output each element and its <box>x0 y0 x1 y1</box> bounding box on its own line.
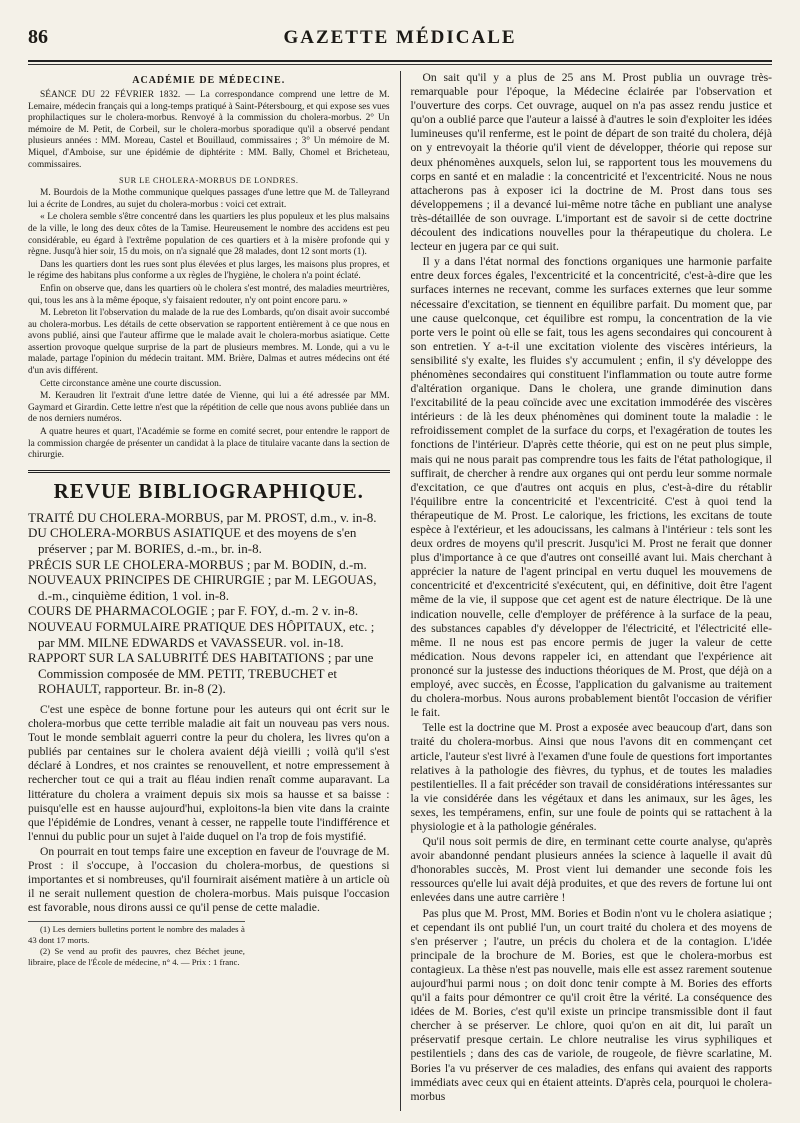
right-column <box>400 71 773 1111</box>
footnote: (2) Se vend au profit des pauvres, chez Béchet jeune, libraire, place de l'École de médecine, n° 4. — Prix : 1 franc. <box>28 946 245 967</box>
two-column-body <box>28 71 772 1111</box>
revue-body <box>28 703 390 915</box>
academie-title: ACADÉMIE DE MÉDECINE. <box>132 75 286 86</box>
journal-title: GAZETTE MÉDICALE <box>283 27 517 48</box>
bibliography-list <box>28 510 390 697</box>
bibliography-entry: TRAITÉ DU CHOLERA-MORBUS, par M. PROST, d.m., v. in-8. <box>28 509 377 525</box>
page-number: 86 <box>28 26 48 48</box>
footnote: (1) Les derniers bulletins portent le nombre des malades à 43 dont 17 morts. <box>28 924 245 945</box>
bibliography-entry: COURS DE PHARMACOLOGIE ; par F. FOY, d.-m. 2 v. in-8. <box>28 603 359 619</box>
bibliography-entry: PRÉCIS SUR LE CHOLERA-MORBUS ; par M. BODIN, d.-m. <box>28 556 367 572</box>
london-subsection-title: SUR LE CHOLERA-MORBUS DE LONDRES. <box>119 176 299 186</box>
academie-section <box>28 90 390 462</box>
right-paragraph: On sait qu'il y a plus de 25 ans M. Prost publia un ouvrage très-remarquable pour l'époque, la Médecine éclairée par l'observation et l'ouverture des corps. Cet ouvrage, auquel on n'a pas assez rendu justice et qu'on a oublié parce que l'auteur a laissé à d'autres le soin d'exploiter les idées lumineuses qu'il renferme, est le point de départ de son traité du cholera, déjà on y entrevoyait la théorie qu'il vient de développer, théorie qui repose sur deux phénomènes auxquels, selon lui, se rapportent tous les mouvemens du corps en santé et en maladie : la concentricité et l'excentricité. Nous ne nous attacherons pas à exposer ici la doctrine de M. Prost dans tous ses développemens ; il a devancé lui-même notre tâche en publiant une analyse très-détaillée de son ouvrage. L'important est de savoir si de cette doctrine découlent des indications nouvelles pour la thérapeutique du cholera. Le lecteur en jugera par ce qui suit. <box>410 71 772 254</box>
academie-paragraph: Dans les quartiers dont les rues sont plus élevées et plus larges, les maisons plus propres, et le régime des habitans plus conforme a ux règles de l'hygiène, le cholera n'a point éclaté. <box>28 259 390 282</box>
academie-paragraph: « Le cholera semble s'être concentré dans les quartiers les plus populeux et les plus malsains de la ville, le long des deux côtes de la Tamise. Heureusement le nombre des accidens est peu considérable, eu égard à l'extrême population de ces quartiers et à la misère profonde qui y règne. Jusqu'à hier soir, 15 du mois, on n'a signalé que 28 malades, dont 12 sont morts (1). <box>28 212 390 258</box>
page-header <box>28 26 772 56</box>
footnotes <box>28 921 245 967</box>
header-rule <box>28 60 772 62</box>
revue-paragraph: C'est une espèce de bonne fortune pour les auteurs qui ont écrit sur le cholera-morbus que cette terrible maladie ait fait un nouveau pas vers nous. Tout le monde semblait aguerri contre la peur du cholera, les livres qu'on a publiés par centaines sur le cholera avaient déjà vieilli ; voilà qu'il s'est déclaré à Londres, et nos craintes se renouvellent, et notre empressement à rechercher tout ce qui a trait au fléau indien renaît comme auparavant. La littérature du cholera a vraiment depuis six mois sa hausse et sa baisse : puisqu'elle est en hausse aujourd'hui, exploitons-la bien vite dans la crainte que l'épidémie de Londres, venant à cesser, ne rappelle toute l'indifférence et l'ennui du public pour un sujet à l'aide duquel on l'a trop de fois mystifié. <box>28 702 390 843</box>
revue-title: REVUE BIBLIOGRAPHIQUE. <box>53 478 364 503</box>
header-rule-thin <box>28 64 772 65</box>
left-column <box>28 71 400 1111</box>
academie-paragraph: M. Keraudren lit l'extrait d'une lettre datée de Vienne, qui lui a été adressée par MM. Gaymard et Girardin. Cette lettre n'est que la répétition de celle que nous avons publiée dans un de nos derniers numéros. <box>28 391 390 425</box>
bibliography-entry: NOUVEAUX PRINCIPES DE CHIRURGIE ; par M. LEGOUAS, d.-m., cinquième édition, 1 vol. in-8. <box>28 572 377 603</box>
bibliography-entry: DU CHOLERA-MORBUS ASIATIQUE et des moyens de s'en préserver ; par M. BORIES, d.-m., br. in-8. <box>28 525 357 556</box>
seance-paragraph: SÉANCE DU 22 FÉVRIER 1832. — La correspondance comprend une lettre de M. Lemaire, médecin français qui a long-temps pratiqué à Saint-Pétersbourg, et qui expose ses vues prophilactiques sur le cholera-morbus. Renvoyé à la commission du cholera-morbus. 2° Un mémoire de M. Petit, de Corbeil, sur le cholera-morbus sporadique qu'il a observé pendant plusieurs années : MM. Moreau, Castel et Bouillaud, commissaires ; 3° Un mémoire de M. Miquel, d'Amboise, sur une épidémie de diphtérite : MM. Bally, Chomel et Bricheteau, commissaires. <box>28 90 390 170</box>
academie-paragraph: M. Bourdois de la Mothe communique quelques passages d'une lettre que M. de Talleyrand lui a écrite de Londres, au sujet du cholera-morbus : voici cet extrait. <box>28 188 390 210</box>
academie-paragraph: Enfin on observe que, dans les quartiers où le cholera s'est montré, des maladies meurtrières, qui, tous les ans à la même époque, s'y faisaient redouter, n'y ont point encore paru. » <box>28 283 390 306</box>
right-paragraph: Qu'il nous soit permis de dire, en terminant cette courte analyse, qu'après avoir abandonné pendant plusieurs années la science à laquelle il avait dû d'honorables succès, M. Prost vient lui demander une seconde fois les ressources qu'elle lui avait déjà produites, et que des revers de fortune lui ont enlevées dans une autre carrière ! <box>410 835 772 905</box>
academie-paragraph: M. Lebreton lit l'observation du malade de la rue des Lombards, qu'on disait avoir succombé au cholera-morbus. Les détails de cette observation se rapportent entièrement à ce que nous en avons publié, ainsi que l'auteur affirme que le malade avait le cholera-morbus asiatique. Cette assertion provoque quelque surprise de la part de plusieurs membres. M. Londe, qui a vu le malade, partage l'opinion du médecin traitant. MM. Brière, Dalmas et autres médecins ont été d'un avis différent. <box>28 308 390 377</box>
revue-paragraph: On pourrait en tout temps faire une exception en faveur de l'ouvrage de M. Prost : il s'occupe, à l'occasion du cholera-morbus, de questions si importantes et si nombreuses, qu'il fournirait aisément matière à un article où il ne serait nullement question de cholera-morbus. Mais puisque l'occasion est favorable, nous dirons aussi ce qu'il pense de cette maladie. <box>28 844 390 915</box>
bibliography-entry: RAPPORT SUR LA SALUBRITÉ DES HABITATIONS ; par une Commission composée de MM. PETIT, TREBUCHET et ROHAULT, rapporteur. Br. in-8 (2). <box>28 650 374 697</box>
right-paragraph: Il y a dans l'état normal des fonctions organiques une harmonie parfaite entre deux forces égales, l'excentricité et la concentricité, c'est-à-dire que les surfaces internes ne recevant, comme les surfaces externes que leur somme nécessaire d'excitation, se tiennent en équilibre parfait. Du moment que, par une cause quelconque, cet équilibre est rompu, la concentration de la vie porte vers le point où elle se fait, tous les agens secondaires qui concourent à son entretien. Y a-t-il une excitation violente des viscères intérieurs, la sensibilité s'y exalte, les fluides s'y accumulent ; enfin, il s'y développe des phénomènes secondaires qui constituent l'inflammation ou toute autre forme d'altération organique. Dans le cholera, une grande diminution dans l'excitabilité de la peau coïncide avec une excitation immodérée des viscères intérieurs : de là les deux phénomènes qui dominent toute la maladie : le refroidissement complet de la surface du corps, et l'exagération de toutes les fonctions de l'intérieur. D'après cette théorie, qui est on ne peut plus simple, mais qui ne nous parait pas comprendre tous les faits de l'état pathologique, il suffirait, de chercher à rendre aux organes qui ont perdu leur somme normale d'excitation, ce que d'autres ont acquis en plus, c'est-à-dire du rétablir l'équilibre entre la concentricité et l'excentricité. C'est à quoi tend la thérapeutique de M. Prost. Le calorique, les frictions, les excitans de toute espèce à l'extérieur, et les adoucissans, les calmans à l'intérieur : tels sont les deux ordres de moyens qu'il prescrit. Jusqu'ici M. Prost ne ferait que donner plus d'importance à ce que d'autres ont conseillé avant lui. Mais cherchant à apprécier la nature de l'agent principal en vertu duquel les mouvemens de concentricité et d'excentricité s'exécutent, qui, en définitive, doit être l'agent même de la vie, il suppose que cet agent est de nature électrique. De là une indication nouvelle, celle d'employer de préférence à la surface de la peau, des substances capables d'y développer de l'électricité, et l'électricité elle-même. Il ne nous est pas encore permis de juger la valeur de cette médication. Nous devons rappeler ici, en attendant que l'expérience ait prononcé sur la justesse des inductions théoriques de M. Prost, que déjà on a employé, avec succès, en Écosse, l'application du galvanisme au traitement du cholera-morbus. Nous aurons probablement bientôt l'occasion de vérifier le fait. <box>410 255 772 720</box>
section-divider <box>28 470 390 473</box>
academie-paragraph: A quatre heures et quart, l'Académie se forme en comité secret, pour entendre le rapport de la commission chargée de présenter un candidat à la place de titulaire vacante dans la section de chirurgie. <box>28 427 390 461</box>
right-paragraph: Pas plus que M. Prost, MM. Bories et Bodin n'ont vu le cholera asiatique ; et cependant ils ont publié l'un, un court traité du cholera et des moyens de s'en préserver ; l'autre, un précis du cholera et de la contagion. L'idée principale de la brochure de M. Bories, est que le cholera-morbus est contagieux. La thèse n'est pas nouvelle, mais elle est assez rarement soutenue aujourd'hui parmi nous ; on doit donc tenir compte à M. Bories des efforts qu'il a faits pour démontrer ce qu'il croit être la vérité. La conséquence des idées de M. Bories, c'est qu'il existe un principe transmissible dont il faut chercher à se préserver. Le chlore, quoi qu'on en ait dit, lui paraît un préservatif presque certain. Le chlore neutralise les virus syphiliques et pestilentiels ; dans des cas de variole, de rougeole, de fièvre scarlatine, M. Bories l'a vu préserver de ces maladies, des enfans qui avaient des rapports immédiats avec ceux qui en étaient atteints. D'après cela, pourquoi le cholera-morbus <box>410 906 772 1103</box>
academie-paragraph: Cette circonstance amène une courte discussion. <box>40 378 222 389</box>
bibliography-entry: NOUVEAU FORMULAIRE PRATIQUE DES HÔPITAUX, etc. ; par MM. MILNE EDWARDS et VAVASSEUR. vol. in-18. <box>28 618 375 650</box>
right-paragraph: Telle est la doctrine que M. Prost a exposée avec beaucoup d'art, dans son traité du cholera-morbus. Ainsi que nous l'avons dit en commençant cet article, l'auteur s'est livré à l'examen d'une foule de questions fort importantes relatives à la pathologie des fièvres, du typhus, et de toutes les maladies pestilentielles. Il a fait précéder son travail de considérations intéressantes sur la vie considérée dans les végétaux et dans les animaux, sur les âges, les sexes, les tempéramens, enfin, sur une foule de points qui se rattachent à la physiologie et à la pathologie générales. <box>410 721 772 833</box>
